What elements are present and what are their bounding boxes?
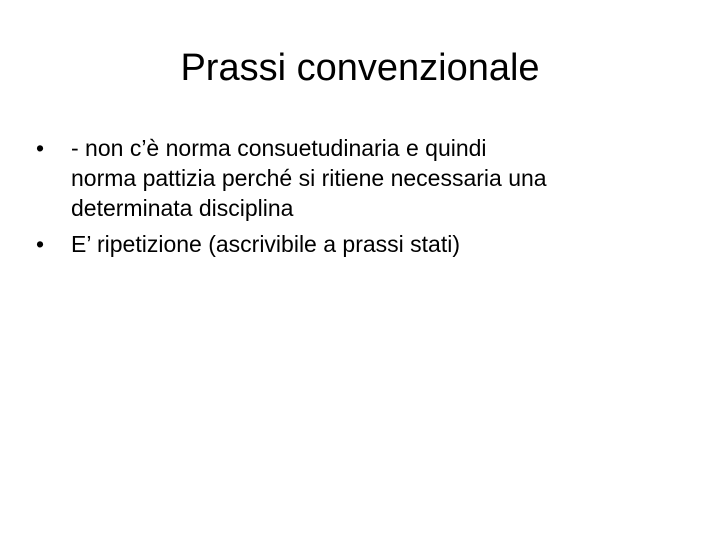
- bullet-text-line: norma pattizia perché si ritiene necessaria una: [71, 165, 547, 191]
- bullet-list: [36, 133, 684, 265]
- bullet-icon: •: [36, 231, 45, 257]
- bullet-icon: •: [36, 135, 45, 161]
- bullet-text-line: - non c’è norma consuetudinaria e quindi: [71, 135, 487, 161]
- bullet-text-line: determinata disciplina: [71, 195, 294, 221]
- bullet-item: [36, 229, 684, 259]
- bullet-item: [36, 133, 684, 223]
- slide-title: Prassi convenzionale: [180, 47, 540, 89]
- bullet-text-line: E’ ripetizione (ascrivibile a prassi stati): [71, 231, 461, 257]
